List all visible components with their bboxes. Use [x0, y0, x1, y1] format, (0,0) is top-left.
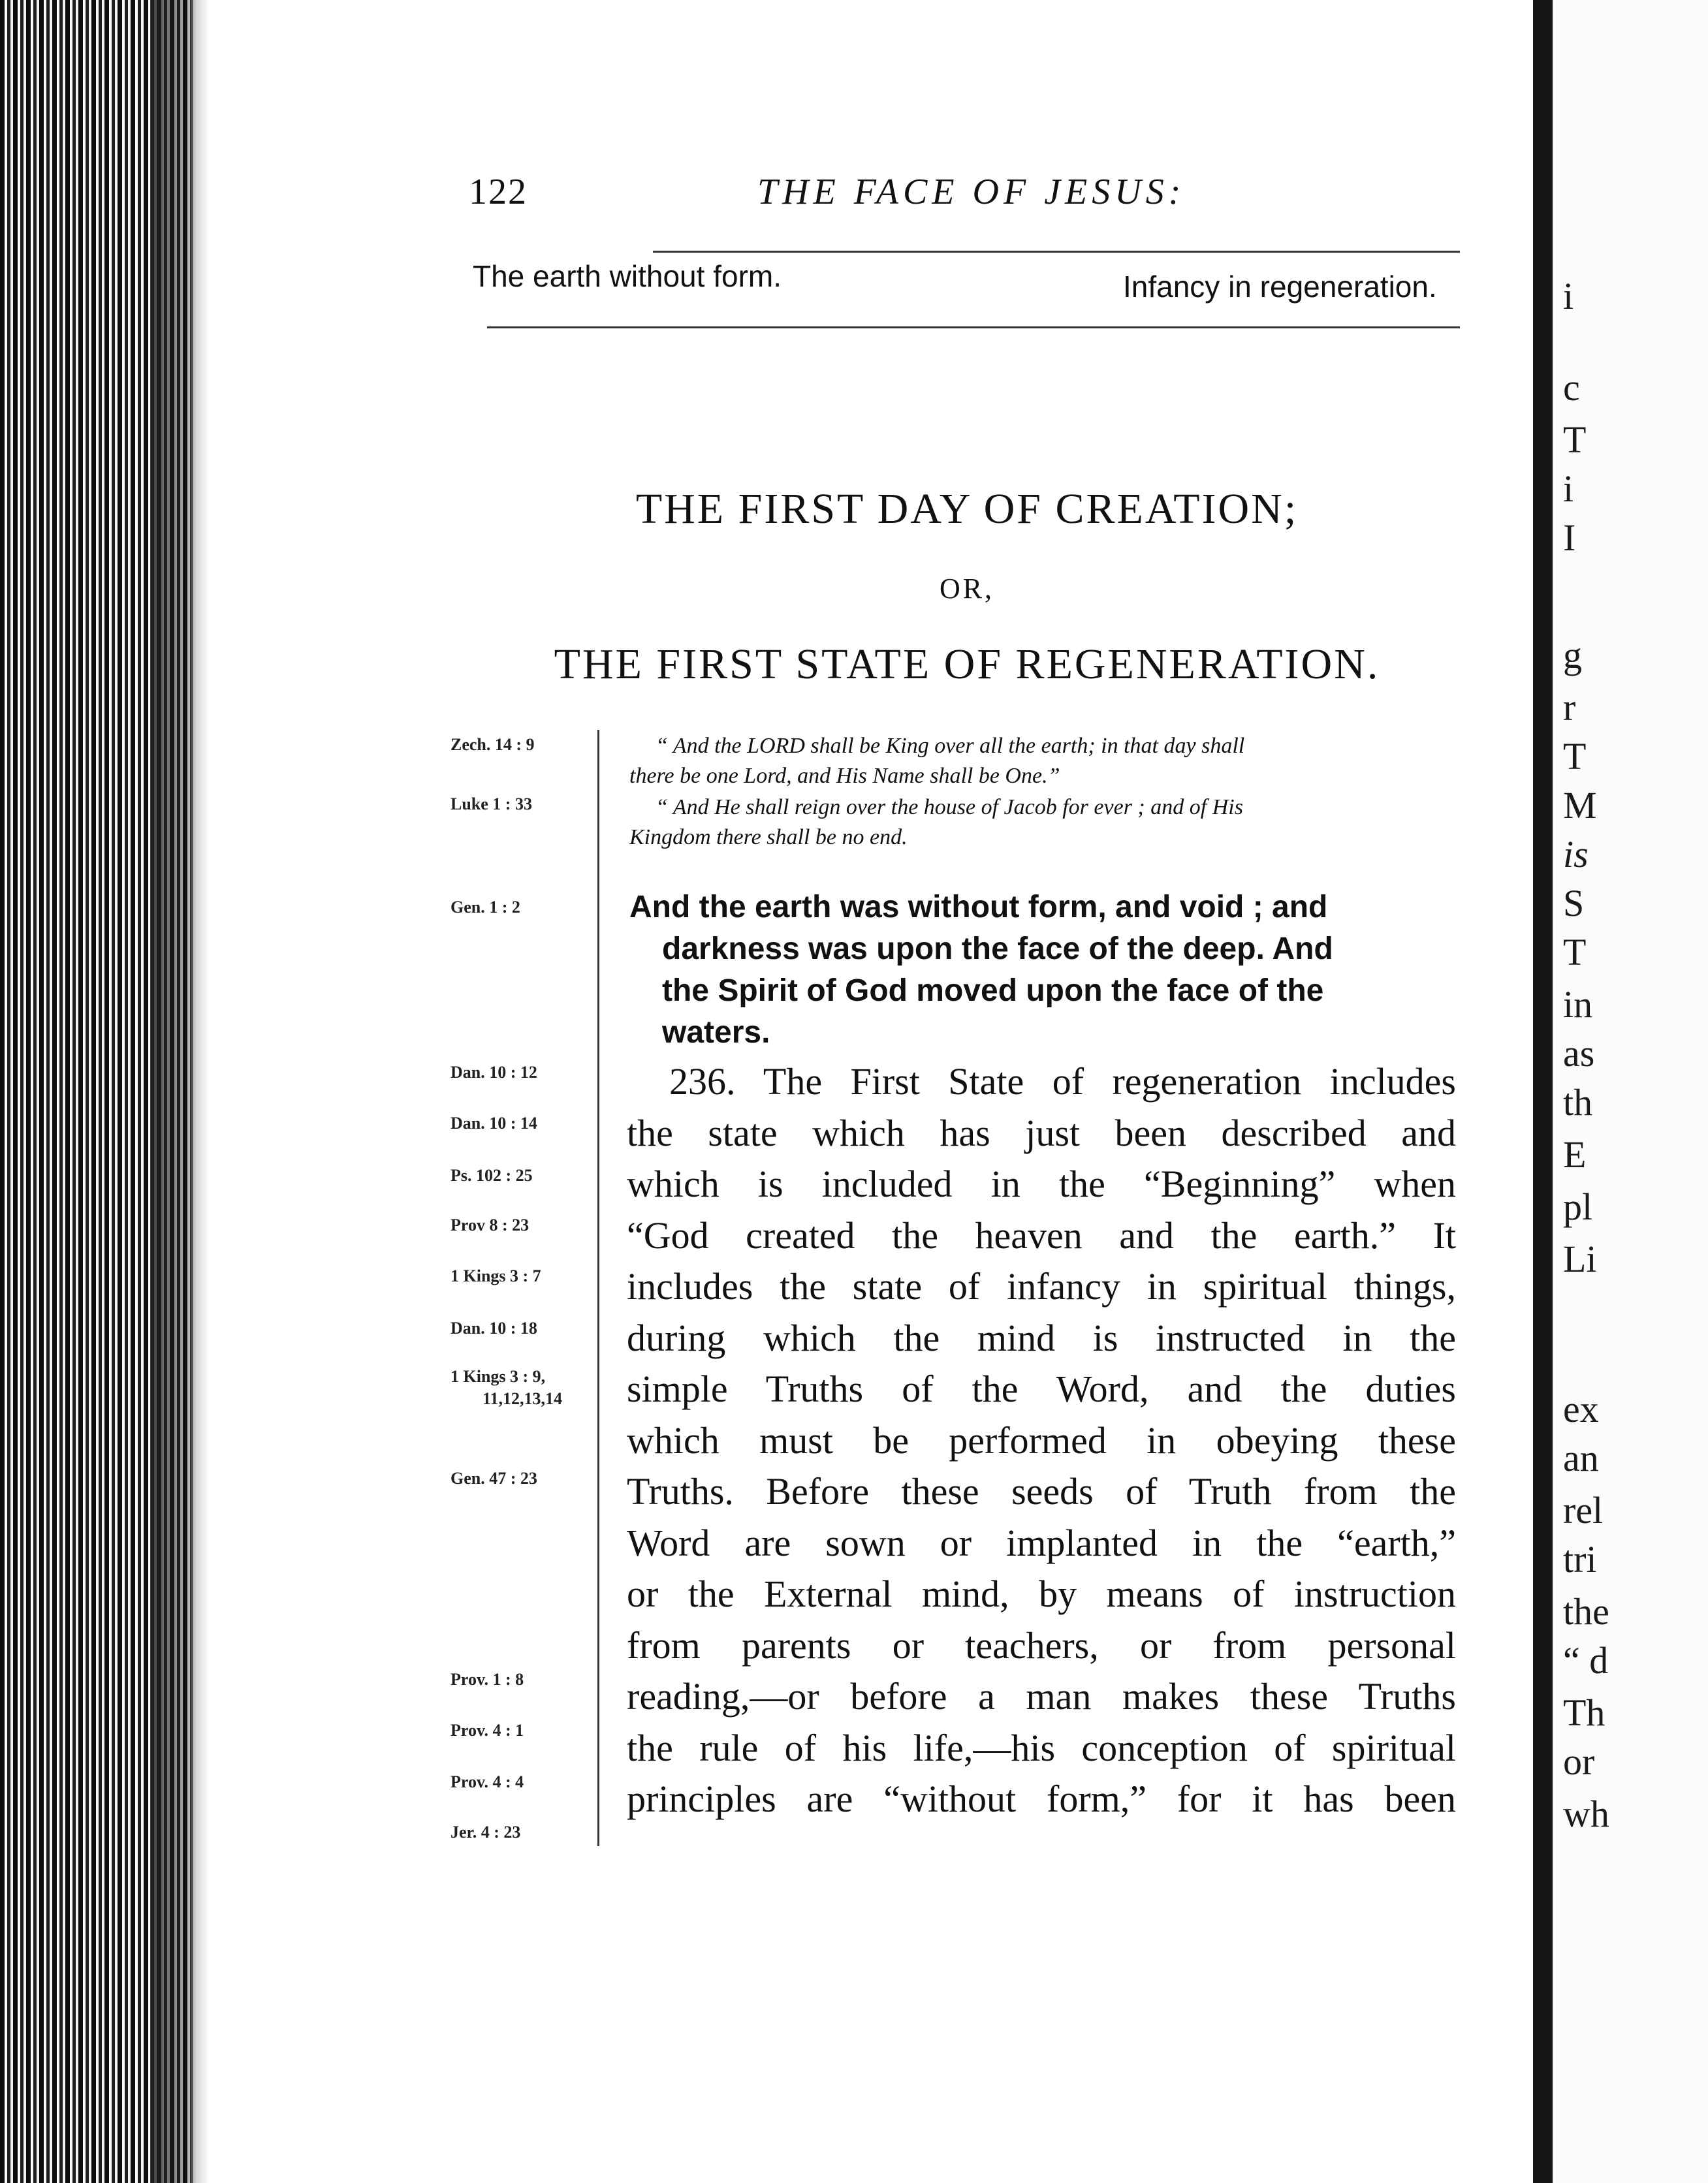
running-title: THE FACE OF JESUS:	[757, 172, 1186, 212]
page-edge-line	[191, 0, 193, 2183]
margin-reference: Gen. 47 : 23	[451, 1469, 537, 1488]
quote-line: Kingdom there shall be no end.	[629, 825, 908, 849]
paragraph-line: includes the state of infancy in spiritual things,	[627, 1265, 1456, 1308]
margin-reference: 1 Kings 3 : 9,	[451, 1367, 546, 1386]
facing-page-text: rel	[1563, 1489, 1604, 1531]
facing-page-text: in	[1563, 983, 1593, 1026]
facing-page-text: I	[1563, 516, 1576, 559]
quote-line: “ And He shall reign over the house of Jacob for ever ; and of His	[656, 795, 1243, 819]
margin-reference: Prov. 4 : 4	[451, 1772, 524, 1791]
epigraph-quote	[629, 793, 1460, 853]
paragraph-line: Truths. Before these seeds of Truth from the	[627, 1470, 1456, 1513]
margin-reference: Zech. 14 : 9	[451, 735, 535, 754]
margin-reference: Prov. 4 : 1	[451, 1721, 524, 1740]
header-rule-bottom	[487, 326, 1460, 328]
facing-page-text: T	[1563, 418, 1587, 461]
paragraph-line: reading,—or before a man makes these Truths	[627, 1675, 1456, 1718]
facing-page-text: pl	[1563, 1186, 1593, 1228]
facing-page-text: M	[1563, 784, 1597, 826]
margin-reference: Prov. 1 : 8	[451, 1670, 524, 1689]
facing-page-text: as	[1563, 1032, 1595, 1075]
facing-page-fragment	[1553, 0, 1708, 2183]
page-number: 122	[469, 172, 528, 212]
margin-reference: Dan. 10 : 14	[451, 1114, 537, 1133]
margin-reference: Prov 8 : 23	[451, 1216, 530, 1234]
commentary-paragraph	[627, 1056, 1456, 1825]
paragraph-line: the state which has just been described and	[627, 1111, 1456, 1154]
paragraph-line: simple Truths of the Word, and the duties	[627, 1368, 1456, 1410]
facing-page-text: tri	[1563, 1538, 1597, 1580]
scripture-line: the Spirit of God moved upon the face of the	[662, 973, 1324, 1008]
paragraph-line: 236. The First State of regeneration includes	[669, 1060, 1456, 1103]
scripture-line: And the earth was without form, and void ; and	[629, 890, 1328, 924]
margin-reference: Ps. 102 : 25	[451, 1166, 533, 1185]
title-connector: OR,	[939, 573, 995, 605]
margin-reference: Luke 1 : 33	[451, 794, 532, 813]
margin-reference: Jer. 4 : 23	[451, 1823, 521, 1842]
page-gutter	[1533, 0, 1553, 2183]
facing-page-text: S	[1563, 882, 1585, 924]
facing-page-text: an	[1563, 1437, 1599, 1479]
header-right-note: Infancy in regeneration.	[1123, 270, 1437, 304]
scripture-line: darkness was upon the face of the deep. And	[662, 932, 1333, 966]
facing-page-text: wh	[1563, 1793, 1609, 1835]
facing-page-text: th	[1563, 1081, 1593, 1123]
facing-page-text: Th	[1563, 1691, 1605, 1734]
facing-page-text: ex	[1563, 1388, 1599, 1430]
paragraph-line: principles are “without form,” for it has been	[627, 1778, 1456, 1820]
paragraph-line: which must be performed in obeying these	[627, 1419, 1456, 1462]
chapter-subtitle: THE FIRST STATE OF REGENERATION.	[554, 640, 1380, 688]
margin-reference: Dan. 10 : 12	[451, 1063, 537, 1082]
facing-page-text: T	[1563, 735, 1587, 777]
quote-line: “ And the LORD shall be King over all the earth; in that day shall	[656, 734, 1245, 758]
facing-page-text: g	[1563, 634, 1582, 676]
facing-page-text: i	[1563, 467, 1574, 510]
header-left-note: The earth without form.	[473, 259, 782, 293]
facing-page-text: is	[1563, 833, 1589, 875]
facing-page-text: the	[1563, 1590, 1609, 1633]
facing-page-text: E	[1563, 1133, 1587, 1176]
margin-reference: Dan. 10 : 18	[451, 1319, 537, 1338]
facing-page-text: r	[1563, 686, 1576, 729]
margin-reference: Gen. 1 : 2	[451, 898, 520, 917]
paragraph-line: from parents or teachers, or from personal	[627, 1624, 1456, 1667]
paragraph-line: Word are sown or implanted in the “earth,”	[627, 1521, 1456, 1564]
paragraph-line: or the External mind, by means of instruction	[627, 1573, 1456, 1615]
paragraph-line: during which the mind is instructed in the	[627, 1316, 1456, 1359]
epigraph-quote	[629, 731, 1460, 791]
header-rule-top	[653, 251, 1460, 253]
facing-page-text: “ d	[1563, 1639, 1609, 1682]
facing-page-text: i	[1563, 275, 1574, 317]
chapter-title: THE FIRST DAY OF CREATION;	[635, 485, 1299, 533]
quote-line: there be one Lord, and His Name shall be One.”	[629, 764, 1060, 788]
facing-page-text: or	[1563, 1740, 1595, 1783]
scripture-passage	[629, 887, 1460, 1054]
facing-page-text: Li	[1563, 1238, 1597, 1280]
scripture-line: waters.	[662, 1015, 770, 1050]
margin-reference: 1 Kings 3 : 7	[451, 1266, 541, 1285]
paragraph-line: the rule of his life,—his conception of spiritual	[627, 1726, 1456, 1769]
binding-shadow	[150, 0, 209, 2183]
facing-page-text: c	[1563, 366, 1580, 409]
margin-reference: 11,12,13,14	[482, 1389, 563, 1408]
paragraph-line: “God created the heaven and the earth.” It	[627, 1214, 1456, 1257]
facing-page-text: T	[1563, 931, 1587, 973]
paragraph-line: which is included in the “Beginning” when	[627, 1163, 1456, 1205]
